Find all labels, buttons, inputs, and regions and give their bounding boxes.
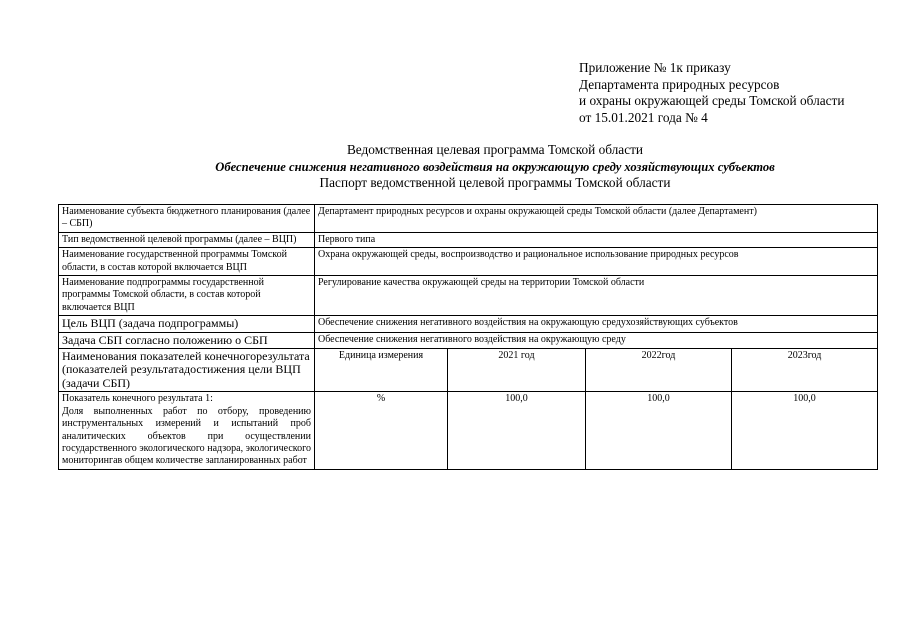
row-value: Первого типа bbox=[315, 232, 878, 247]
indicators-header-row bbox=[59, 349, 878, 392]
document-titles bbox=[0, 142, 905, 192]
appendix-header bbox=[579, 60, 844, 126]
row-value: Регулирование качества окружающей среды на территории Томской области bbox=[315, 276, 878, 316]
table-row bbox=[59, 205, 878, 233]
program-title: Ведомственная целевая программа Томской области bbox=[346, 142, 644, 157]
appendix-line-4: от 15.01.2021 года № 4 bbox=[579, 109, 708, 125]
row-label: Цель ВЦП (задача подпрограммы) bbox=[59, 316, 315, 332]
indicator-cell bbox=[59, 392, 315, 469]
indicators-header-label: Наименования показателей конечногорезультата (показателей результатадостижения цели ВЦП (задачи СБП) bbox=[59, 349, 315, 392]
appendix-line-3: и охраны окружающей среды Томской области bbox=[579, 93, 845, 108]
table-row bbox=[59, 332, 878, 348]
indicator-value-2022: 100,0 bbox=[586, 392, 732, 469]
row-label: Наименование подпрограммы государственной программы Томской области, в состав которой включается ВЦП bbox=[59, 276, 315, 316]
row-label: Наименование государственной программы Томской области, в состав которой включается ВЦП bbox=[59, 248, 315, 276]
indicator-description: Доля выполненных работ по отбору, проведению инструментальных измерений и испытаний проб аналитических объектов при осуществлении государственного экологического надзора, экологического мониторингав общем количестве запланированных работ bbox=[62, 405, 311, 467]
passport-title: Паспорт ведомственной целевой программы Томской области bbox=[319, 175, 671, 190]
appendix-line-1: Приложение № 1к приказу bbox=[579, 60, 731, 75]
table-row bbox=[59, 248, 878, 276]
program-name: Обеспечение снижения негативного воздействия на окружающую среду хозяйствующих субъектов bbox=[215, 159, 775, 174]
row-value: Департамент природных ресурсов и охраны окружающей среды Томской области (далее Департамент) bbox=[315, 205, 878, 233]
passport-table bbox=[58, 204, 878, 470]
indicator-title: Показатель конечного результата 1: bbox=[62, 393, 213, 405]
row-label: Задача СБП согласно положению о СБП bbox=[59, 332, 315, 348]
row-label: Тип ведомственной целевой программы (далее – ВЦП) bbox=[59, 232, 315, 247]
indicator-value-2021: 100,0 bbox=[448, 392, 586, 469]
year-2022-header: 2022год bbox=[586, 349, 732, 392]
row-value: Охрана окружающей среды, воспроизводство и рациональное использование природных ресурсов bbox=[315, 248, 878, 276]
row-value: Обеспечение снижения негативного воздействия на окружающую средухозяйствующих субъектов bbox=[315, 316, 878, 332]
unit-header: Единица измерения bbox=[315, 349, 448, 392]
indicator-unit: % bbox=[315, 392, 448, 469]
table-row bbox=[59, 232, 878, 247]
appendix-line-2: Департамента природных ресурсов bbox=[579, 76, 780, 92]
indicator-value-2023: 100,0 bbox=[732, 392, 878, 469]
table-row bbox=[59, 316, 878, 332]
row-label: Наименование субъекта бюджетного планирования (далее – СБП) bbox=[59, 205, 315, 233]
indicator-row bbox=[59, 392, 878, 469]
row-value: Обеспечение снижения негативного воздействия на окружающую среду bbox=[315, 332, 878, 348]
year-2023-header: 2023год bbox=[732, 349, 878, 392]
year-2021-header: 2021 год bbox=[448, 349, 586, 392]
table-row bbox=[59, 276, 878, 316]
